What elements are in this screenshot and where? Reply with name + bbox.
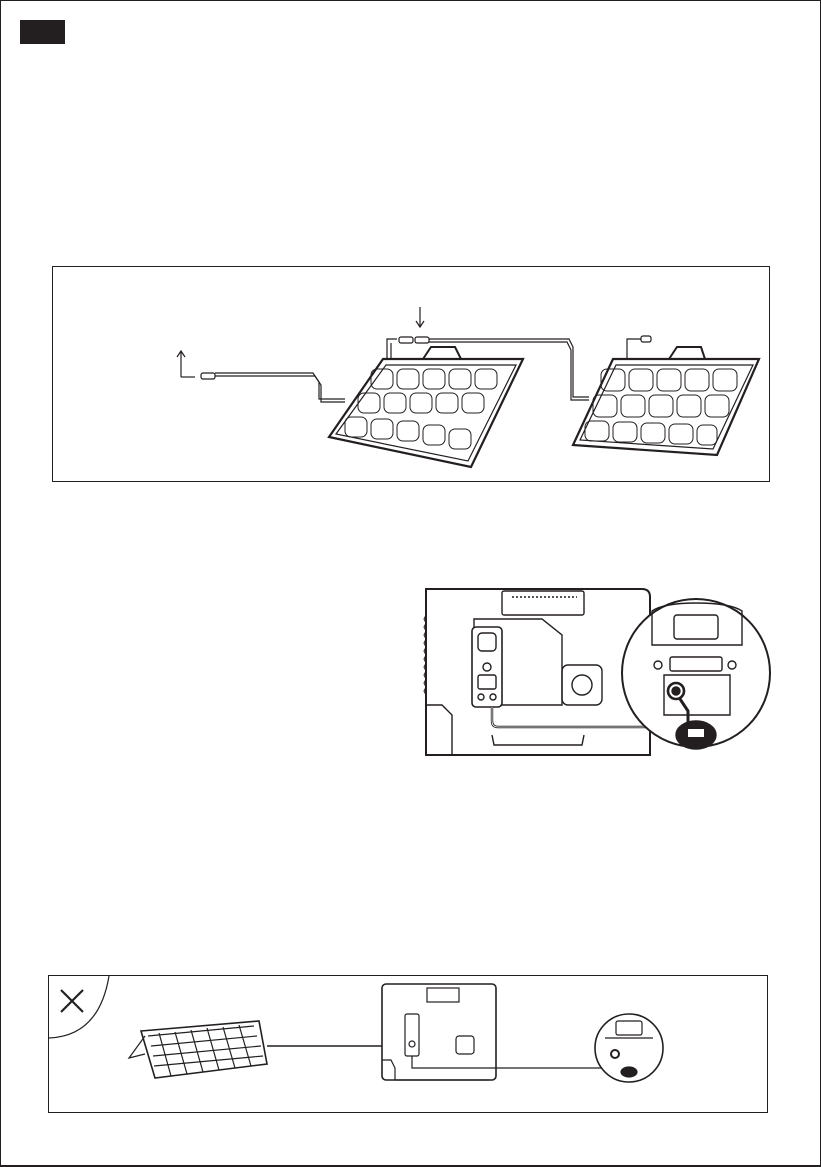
series-connection-figure	[52, 266, 770, 482]
power-station-input-figure	[412, 575, 784, 765]
solar-panel-single	[129, 1021, 387, 1078]
language-tab	[20, 20, 65, 44]
arrow-up-icon	[177, 351, 195, 377]
arrow-down-icon	[416, 307, 424, 327]
incorrect-connection-illustration	[49, 976, 767, 1112]
power-station-illustration	[412, 575, 784, 765]
cross-icon	[61, 990, 83, 1012]
series-connection-illustration	[53, 267, 769, 481]
power-station-small	[382, 984, 615, 1080]
incorrect-connection-figure	[48, 975, 768, 1113]
